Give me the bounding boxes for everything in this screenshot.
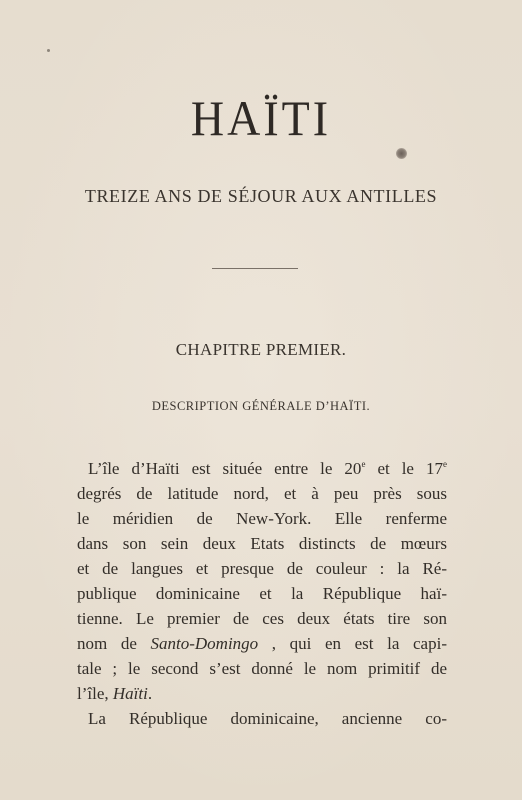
text-line: L’île d’Haïti est située entre le 20e et le 17e [88, 459, 447, 478]
text-line: nom de Santo-Domingo , qui en est la capi- [77, 634, 447, 653]
text-line: dans son sein deux Etats distincts de mœurs [77, 534, 447, 553]
text-line: le méridien de New-York. Elle renferme [77, 509, 447, 528]
text-line: tale ; le second s’est donné le nom primitif de [77, 659, 447, 678]
page-title: HAÏTI [190, 90, 332, 147]
ink-spot [396, 148, 407, 159]
chapter-heading: CHAPITRE PREMIER. [175, 340, 347, 359]
paper-speck [47, 49, 50, 52]
text-line: l’île, Haïti. [77, 684, 153, 703]
section-heading: DESCRIPTION GÉNÉRALE D’HAÏTI. [151, 399, 371, 413]
page-subtitle: TREIZE ANS DE SÉJOUR AUX ANTILLES [84, 186, 438, 206]
text-line: La République dominicaine, ancienne co- [88, 709, 447, 728]
text-line: et de langues et presque de couleur : la Ré- [77, 559, 447, 578]
text-line: degrés de latitude nord, et à peu près sous [77, 484, 447, 503]
body-text [77, 456, 447, 731]
text-line: tienne. Le premier de ces deux états tire son [77, 609, 447, 628]
text-line: publique dominicaine et la République haï- [77, 584, 447, 603]
divider-rule [212, 268, 298, 269]
